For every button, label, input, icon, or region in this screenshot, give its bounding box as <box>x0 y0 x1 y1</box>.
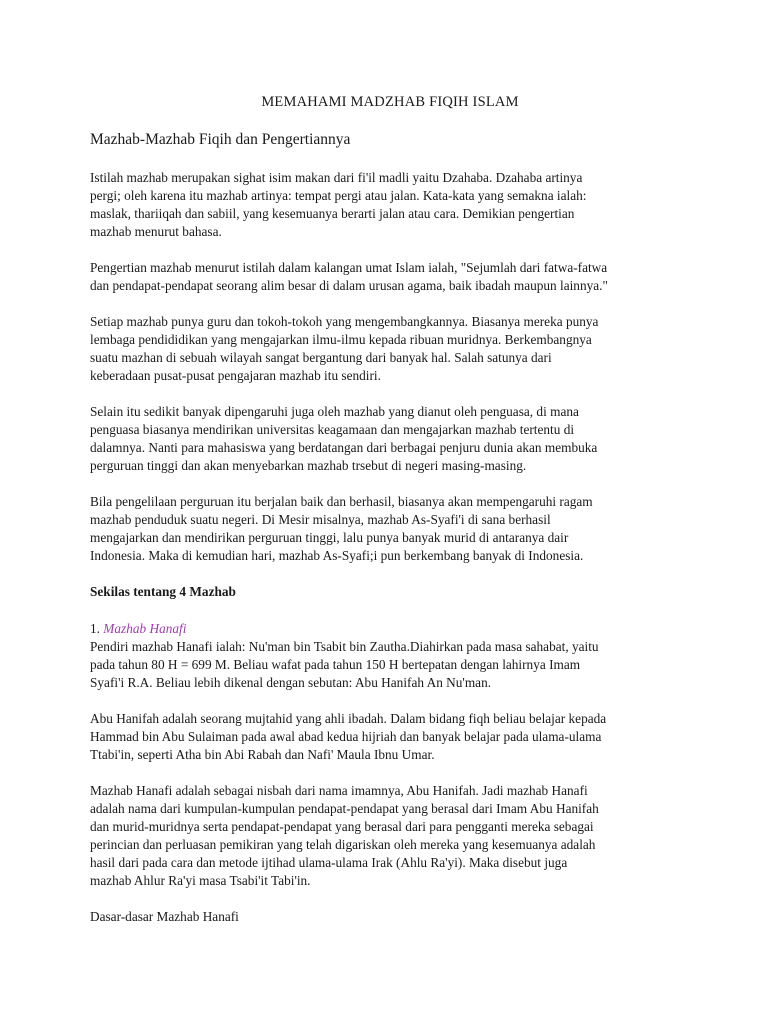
paragraph-penguasa <box>90 403 690 475</box>
text-line: dalamnya. Nanti para mahasiswa yang berdatangan dari berbagai penjuru dunia akan membuka <box>90 440 598 455</box>
paragraph-abu-hanifah <box>90 710 690 764</box>
text-line: penguasa biasanya mendirikan universitas keagamaan dan mengajarkan mazhab tertentu di <box>90 422 575 437</box>
text-line: perincian dan perluasan pemikiran yang telah digariskan oleh mereka yang kesemuanya adalah <box>90 837 596 852</box>
item-number: 1. <box>90 621 104 636</box>
text-line: Syafi'i R.A. Beliau lebih dikenal dengan sebutan: Abu Hanifah An Nu'man. <box>90 675 492 690</box>
mazhab-hanafi-link[interactable]: Mazhab Hanafi <box>103 621 187 636</box>
text-line: pada tahun 80 H = 699 M. Beliau wafat pada tahun 150 H bertepatan dengan lahirnya Imam <box>90 657 581 672</box>
text-line: Dasar-dasar Mazhab Hanafi <box>90 909 239 924</box>
text-line: perguruan tinggi dan akan menyebarkan mazhab trsebut di negeri masing-masing. <box>90 458 527 473</box>
document-title: MEMAHAMI MADZHAB FIQIH ISLAM <box>261 94 519 110</box>
paragraph-pengelolaan <box>90 493 690 565</box>
text-line: adalah nama dari kumpulan-kumpulan pendapat-pendapat yang berasal dari Imam Abu Hanifah <box>90 801 599 816</box>
text-line: mazhab penduduk suatu negeri. Di Mesir misalnya, mazhab As-Syafi'i di sana berhasil <box>90 512 551 527</box>
text-line: lembaga pendididikan yang mengajarkan ilmu-ilmu kepada ribuan muridnya. Berkembangnya <box>90 332 592 347</box>
text-line: Hammad bin Abu Sulaiman pada awal abad kedua hijriah dan banyak belajar pada ulama-ulama <box>90 729 602 744</box>
text-line: dan pendapat-pendapat seorang alim besar di dalam urusan agama, baik ibadah maupun lainnya." <box>90 278 608 293</box>
text-line: dan murid-muridnya serta pendapat-pendapat yang berasal dari para pengganti mereka sebagai <box>90 819 594 834</box>
paragraph-pengertian <box>90 259 690 295</box>
text-line: hasil dari pada cara dan metode ijtihad ulama-ulama Irak (Ahlu Ra'yi). Maka disebut juga <box>90 855 568 870</box>
paragraph-dasar-dasar <box>90 908 690 926</box>
text-line: maslak, thariiqah dan sabiil, yang kesemuanya berarti jalan atau cara. Demikian pengertian <box>90 206 575 221</box>
text-line: Bila pengelilaan perguruan itu berjalan baik dan berhasil, biasanya akan mempengaruhi ragam <box>90 494 593 509</box>
text-line: mazhab menurut bahasa. <box>90 224 222 239</box>
item-heading <box>90 620 690 638</box>
text-line: Selain itu sedikit banyak dipengaruhi juga oleh mazhab yang dianut oleh penguasa, di mana <box>90 404 579 419</box>
text-line: suatu mazhan di sebuah wilayah sangat bergantung dari banyak hal. Salah satunya dari <box>90 350 552 365</box>
text-line: Pendiri mazhab Hanafi ialah: Nu'man bin Tsabit bin Zautha.Diahirkan pada masa sahabat, yaitu <box>90 639 599 654</box>
section-heading: Mazhab-Mazhab Fiqih dan Pengertiannya <box>90 131 351 148</box>
text-line: keberadaan pusat-pusat pengajaran mazhab itu sendiri. <box>90 368 381 383</box>
text-line: Ttabi'in, seperti Atha bin Abi Rabah dan Nafi' Maula Ibnu Umar. <box>90 747 435 762</box>
subheading-sekilas: Sekilas tentang 4 Mazhab <box>90 584 236 599</box>
paragraph-mazhab-hanafi-nisbah <box>90 782 690 890</box>
document-page <box>90 93 690 944</box>
text-line: Mazhab Hanafi adalah sebagai nisbah dari nama imamnya, Abu Hanifah. Jadi mazhab Hanafi <box>90 783 588 798</box>
text-line: Setiap mazhab punya guru dan tokoh-tokoh yang mengembangkannya. Biasanya mereka punya <box>90 314 599 329</box>
text-line: Indonesia. Maka di kemudian hari, mazhab As-Syafi;i pun berkembang banyak di Indonesia. <box>90 548 584 563</box>
paragraph-istilah <box>90 169 690 241</box>
paragraph-setiap-mazhab <box>90 313 690 385</box>
text-line: mazhab Ahlur Ra'yi masa Tsabi'it Tabi'in. <box>90 873 311 888</box>
item-mazhab-hanafi <box>90 620 690 692</box>
text-line: Pengertian mazhab menurut istilah dalam kalangan umat Islam ialah, "Sejumlah dari fatwa-fatwa <box>90 260 608 275</box>
text-line: Istilah mazhab merupakan sighat isim makan dari fi'il madli yaitu Dzahaba. Dzahaba artinya <box>90 170 583 185</box>
text-line: mengajarkan dan mendirikan perguruan tinggi, lalu punya banyak murid di antaranya dair <box>90 530 569 545</box>
text-line: Abu Hanifah adalah seorang mujtahid yang ahli ibadah. Dalam bidang fiqh beliau belajar kepada <box>90 711 607 726</box>
text-line: pergi; oleh karena itu mazhab artinya: tempat pergi atau jalan. Kata-kata yang semakna ialah: <box>90 188 587 203</box>
